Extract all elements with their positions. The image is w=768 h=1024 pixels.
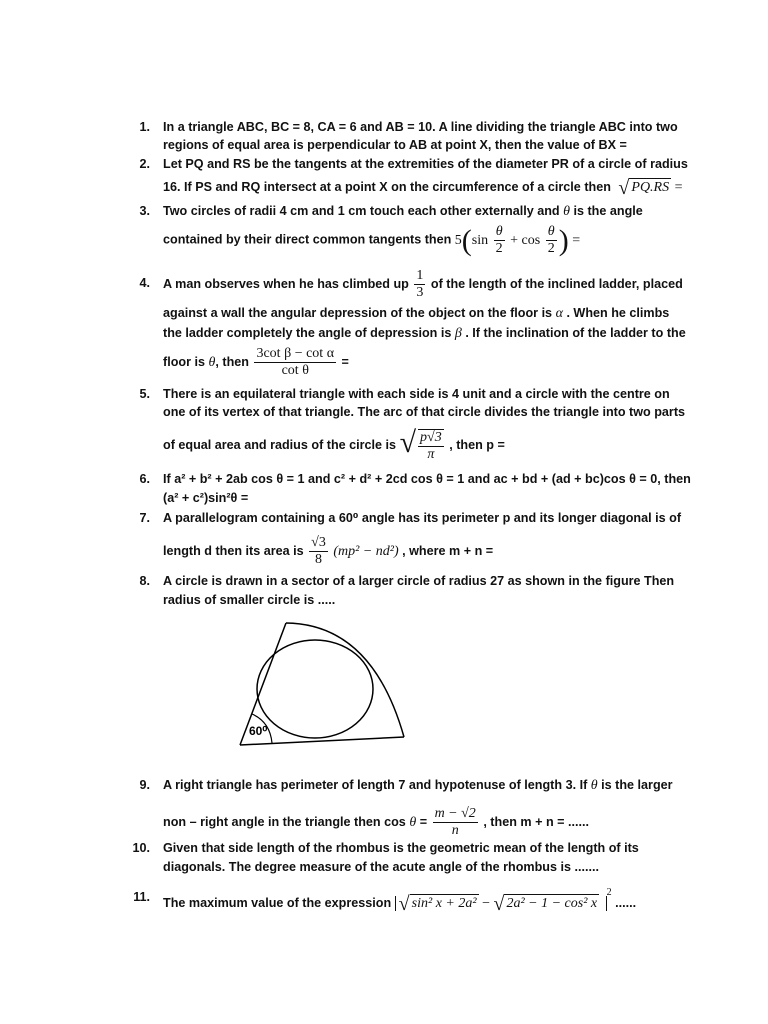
question-number: 1. bbox=[139, 120, 150, 134]
question-number: 10. bbox=[132, 841, 150, 855]
question-text: A right triangle has perimeter of length 7 and hypotenuse of length 3. If bbox=[163, 778, 588, 792]
question-text: length d then its area is bbox=[163, 543, 304, 558]
question-number: 5. bbox=[139, 387, 150, 401]
question-text: There is an equilateral triangle with each side is 4 unit and a circle with the centre on bbox=[163, 387, 670, 401]
angle-label: 60⁰ bbox=[249, 724, 268, 738]
question-text: . When he climbs bbox=[566, 306, 670, 320]
question-number: 4. bbox=[139, 276, 150, 290]
question-text: of equal area and radius of the circle is bbox=[163, 438, 397, 453]
question-text: , then m + n = ...... bbox=[483, 814, 589, 829]
beta-symbol: β bbox=[454, 326, 462, 341]
math-expression: √ sin² x + 2a² − √ 2a² − 1 − cos² x bbox=[395, 896, 607, 911]
question-text: A man observes when he has climbed up bbox=[163, 276, 409, 291]
question-text: one of its vertex of that triangle. The arc of that circle divides the triangle into two parts bbox=[163, 405, 686, 419]
theta-symbol: θ bbox=[590, 778, 598, 793]
theta-symbol: θ bbox=[208, 354, 216, 370]
question-text: In a triangle ABC, BC = 8, CA = 6 and AB = 10. A line dividing the triangle ABC into two bbox=[163, 120, 678, 134]
question-number: 7. bbox=[139, 511, 150, 525]
question-text: contained by their direct common tangents then bbox=[163, 232, 452, 247]
question-text: of the length of the inclined ladder, placed bbox=[430, 276, 683, 291]
question-text: A parallelogram containing a 60⁰ angle has its perimeter p and its longer diagonal is of bbox=[163, 511, 682, 525]
inscribed-circle bbox=[257, 640, 373, 738]
question-text: is the angle bbox=[573, 204, 643, 218]
math-fraction: $\frac{√3}{8}$ bbox=[311, 535, 326, 567]
question-text: floor is bbox=[163, 354, 205, 369]
math-expression: (mp² − nd²) bbox=[333, 543, 399, 559]
theta-symbol: θ bbox=[563, 204, 570, 219]
question-text: (a² + c²)sin²θ = bbox=[163, 491, 249, 505]
question-text: is the larger bbox=[601, 778, 673, 792]
question-number: 8. bbox=[139, 574, 150, 588]
question-number: 11. bbox=[133, 890, 150, 904]
question-text: Two circles of radii 4 cm and 1 cm touch each other externally and bbox=[163, 204, 560, 218]
math-expression: √ $\frac{p√3}{\pi}$ bbox=[399, 426, 442, 462]
question-text: diagonals. The degree measure of the acute angle of the rhombus is ....... bbox=[163, 860, 599, 874]
question-text: A circle is drawn in a sector of a larger circle of radius 27 as shown in the figure Then bbox=[163, 574, 675, 588]
question-text: Given that side length of the rhombus is the geometric mean of the length of its bbox=[163, 841, 639, 855]
question-text: . If the inclination of the ladder to the bbox=[465, 326, 686, 340]
question-text: the ladder completely the angle of depression is bbox=[163, 326, 452, 340]
math-fraction: $\frac{\text{3cot β − cot α}}{\text{cot θ}}$ bbox=[256, 346, 335, 378]
question-text: ...... bbox=[615, 896, 637, 910]
question-text: , then p = bbox=[449, 438, 505, 453]
question-text: against a wall the angular depression of the object on the floor is bbox=[163, 306, 553, 320]
question-text: , then bbox=[215, 354, 249, 369]
question-text: If a² + b² + 2ab cos θ = 1 and c² + d² + 2cd cos θ = 1 and ac + bd + (ad + bc)cos θ = 0, then bbox=[163, 472, 691, 486]
question-number: 6. bbox=[139, 472, 150, 486]
sector-with-inscribed-circle-figure bbox=[236, 618, 414, 750]
math-expression: √ PQ.RS = bbox=[618, 177, 683, 199]
question-text: 16. If PS and RQ intersect at a point X on the circumference of a circle then bbox=[163, 180, 611, 194]
question-number: 9. bbox=[139, 778, 150, 792]
question-number: 2. bbox=[139, 157, 150, 171]
question-text: The maximum value of the expression bbox=[163, 896, 392, 910]
fraction-one-third: $\frac{1}{3}$ bbox=[416, 268, 424, 300]
question-text: regions of equal area is perpendicular to AB at point X, then the value of BX = bbox=[163, 138, 627, 152]
question-text: non – right angle in the triangle then cos bbox=[163, 814, 406, 829]
question-text: , where m + n = bbox=[402, 543, 494, 558]
question-text: = bbox=[419, 814, 428, 829]
math-expression: 5(sin $\frac{\theta}{2}$ + cos $\frac{\theta}{2}$ ) = bbox=[454, 223, 581, 257]
question-text: radius of smaller circle is ..... bbox=[163, 593, 336, 607]
question-text: Let PQ and RS be the tangents at the extremities of the diameter PR of a circle of radius bbox=[163, 157, 688, 171]
math-fraction: $\frac{m - √2}{n}$ bbox=[434, 806, 476, 838]
question-number: 3. bbox=[139, 204, 150, 218]
theta-symbol: θ bbox=[409, 814, 417, 830]
alpha-symbol: α bbox=[555, 306, 563, 321]
